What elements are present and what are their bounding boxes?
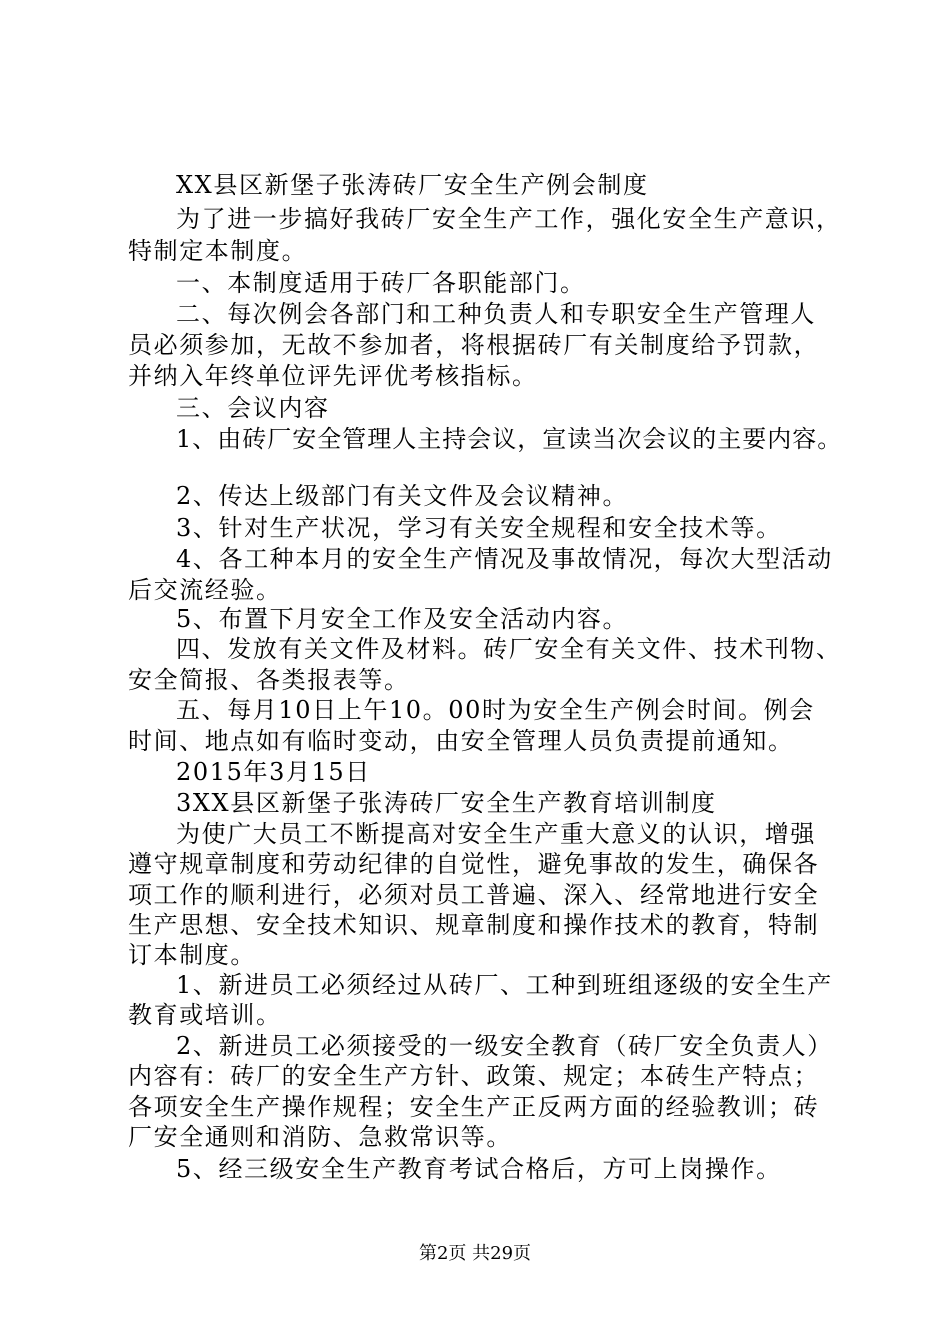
paragraph-line: 一、本制度适用于砖厂各职能部门。 [176, 269, 586, 297]
paragraph-line: 五、每月10日上午10。00时为安全生产例会时间。例会 [176, 696, 815, 724]
paragraph-line: 1、新进员工必须经过从砖厂、工种到班组逐级的安全生产 [176, 971, 833, 999]
paragraph-line: 为了进一步搞好我砖厂安全生产工作，强化安全生产意识， [176, 205, 842, 233]
paragraph-line: 内容有：砖厂的安全生产方针、政策、规定；本砖生产特点； [128, 1062, 820, 1090]
date-line: 2015年3月15日 [176, 758, 371, 786]
paragraph-line: 生产思想、安全技术知识、规章制度和操作技术的教育，特制 [128, 911, 820, 939]
paragraph-line: 时间、地点如有临时变动，由安全管理人员负责提前通知。 [128, 727, 794, 755]
paragraph-line: 项工作的顺利进行，必须对员工普遍、深入、经常地进行安全 [128, 881, 820, 909]
paragraph-line: 订本制度。 [128, 941, 256, 969]
paragraph-line: 2、传达上级部门有关文件及会议精神。 [176, 482, 629, 510]
paragraph-line: 特制定本制度。 [128, 237, 308, 265]
paragraph-line: 安全简报、各类报表等。 [128, 666, 410, 694]
paragraph-line: 后交流经验。 [128, 576, 282, 604]
paragraph-line: 教育或培训。 [128, 1001, 282, 1029]
section-title-meeting-system: XX县区新堡子张涛砖厂安全生产例会制度 [176, 171, 649, 199]
paragraph-line: 三、会议内容 [176, 394, 330, 422]
paragraph-line: 3、针对生产状况，学习有关安全规程和安全技术等。 [176, 514, 782, 542]
paragraph-line: 厂安全通则和消防、急救常识等。 [128, 1123, 512, 1151]
paragraph-line: 员必须参加，无故不参加者，将根据砖厂有关制度给予罚款， [128, 331, 820, 359]
page-number-footer: 第2页 共29页 [418, 1243, 532, 1264]
paragraph-line: 遵守规章制度和劳动纪律的自觉性，避免事故的发生，确保各 [128, 850, 820, 878]
paragraph-line: 二、每次例会各部门和工种负责人和专职安全生产管理人 [176, 300, 816, 328]
paragraph-line: 为使广大员工不断提高对安全生产重大意义的认识，增强 [176, 820, 816, 848]
paragraph-line: 4、各工种本月的安全生产情况及事故情况，每次大型活动 [176, 545, 833, 573]
paragraph-line: 5、布置下月安全工作及安全活动内容。 [176, 605, 629, 633]
paragraph-line: 1、由砖厂安全管理人主持会议，宣读当次会议的主要内容。 [176, 425, 843, 453]
paragraph-line: 并纳入年终单位评先评优考核指标。 [128, 362, 538, 390]
paragraph-line: 5、经三级安全生产教育考试合格后，方可上岗操作。 [176, 1155, 782, 1183]
paragraph-line: 2、新进员工必须接受的一级安全教育（砖厂安全负责人） [176, 1032, 833, 1060]
paragraph-line: 四、发放有关文件及材料。砖厂安全有关文件、技术刊物、 [176, 635, 842, 663]
section-title-training-system: 3XX县区新堡子张涛砖厂安全生产教育培训制度 [176, 789, 717, 817]
paragraph-line: 各项安全生产操作规程；安全生产正反两方面的经验教训；砖 [128, 1093, 820, 1121]
